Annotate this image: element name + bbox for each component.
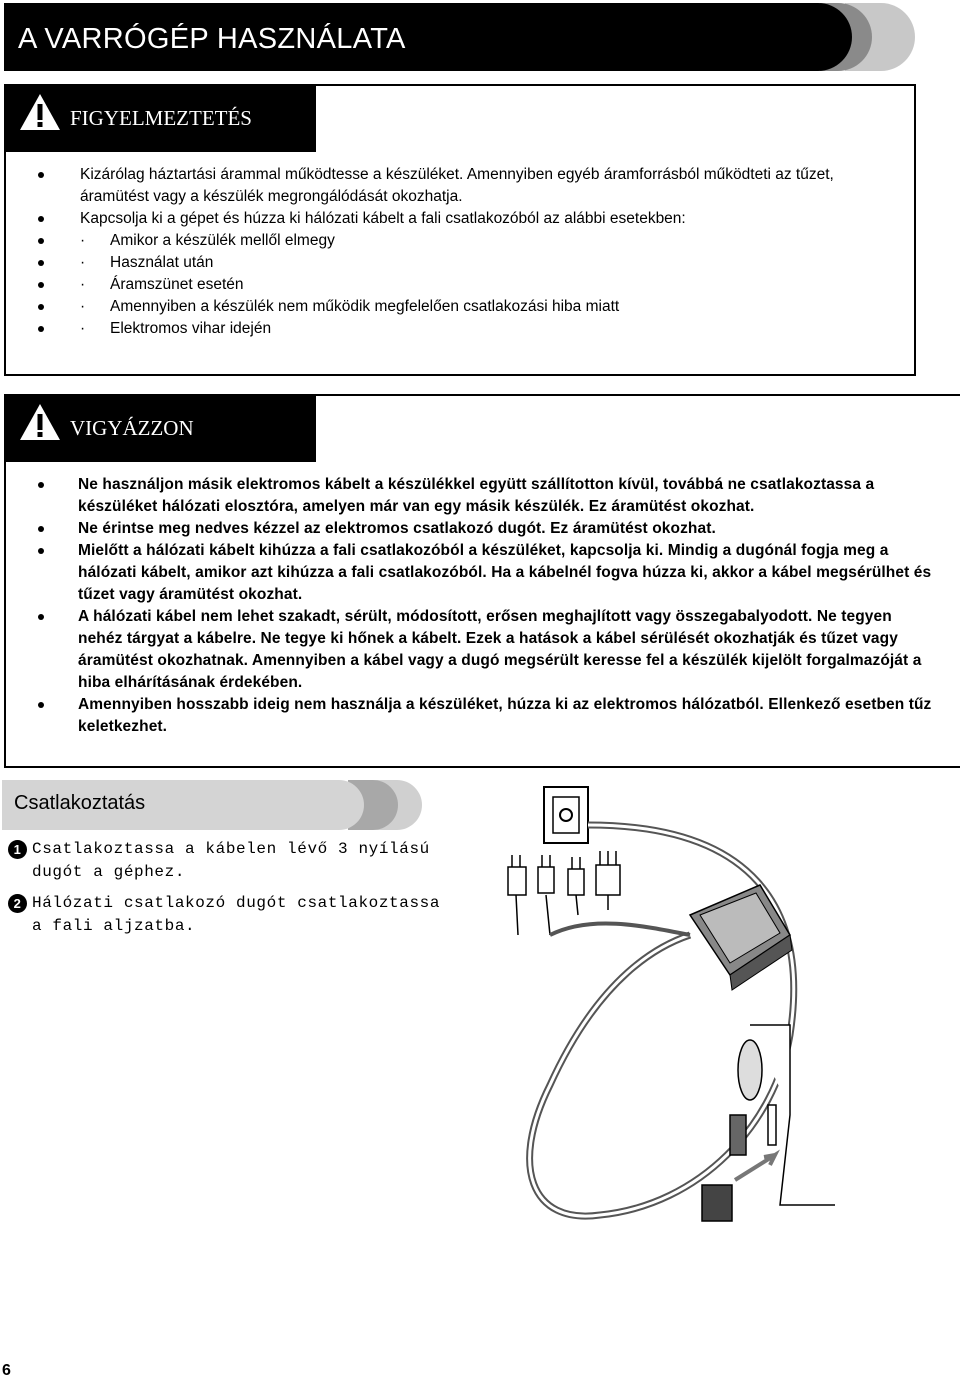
connection-illustration <box>490 785 835 1245</box>
warning-item: · Amennyiben a készülék nem működik megfelelően csatlakozási hiba miatt <box>36 296 906 318</box>
warning-item: · Használat után <box>36 252 906 274</box>
caution-box <box>4 394 960 768</box>
warning-item: Kapcsolja ki a gépet és húzza ki hálózati kábelt a fali csatlakozóból az alábbi esetekben: <box>36 208 906 230</box>
step-item <box>8 892 448 938</box>
step-item <box>8 838 448 884</box>
caution-item: A hálózati kábel nem lehet szakadt, sérült, módosított, erősen meghajlított vagy összegabalyodott. Ne tegyen nehéz tárgyat a kábelre. Ne tegye ki hőnek a kábelt. Ezek a hatások a kábel sérülését okozhatják és tűzet vagy áramütést okozhatnak. Amennyiben a kábel vagy a dugó megsérült keresse fel a készülék kijelölt forgalmazóját a hiba elhárításának érdekében. <box>36 606 936 694</box>
caution-item: Amennyiben hosszabb ideig nem használja a készüléket, húzza ki az elektromos hálózatból. Ellenkező esetben tűz keletkezhet. <box>36 694 936 738</box>
caution-item: Mielőtt a hálózati kábelt kihúzza a fali csatlakozóból a készüléket, kapcsolja ki. Mindig a dugónál fogja meg a hálózati kábelt, amikor azt kihúzza a fali csatlakozóból. Ha a kábelnél fogva húzza ki, akkor a kábel megsérülhet és tűzet vagy áramütést okozhat. <box>36 540 936 606</box>
warning-item: · Elektromos vihar idején <box>36 318 906 340</box>
section-title: Csatlakoztatás <box>14 792 146 814</box>
caution-list <box>36 474 936 738</box>
warning-list <box>36 164 906 340</box>
section-heading <box>0 780 430 832</box>
caution-item: Ne használjon másik elektromos kábelt a készülékkel együtt szállítotton kívül, továbbá ne csatlakoztassa a készüléket hálózati elosztóra, amelyen már van egy másik készülék. Ez áramütést okozhat. <box>36 474 936 518</box>
warning-item: · Áramszünet esetén <box>36 274 906 296</box>
warning-box <box>4 84 916 376</box>
warning-item: · Amikor a készülék mellől elmegy <box>36 230 906 252</box>
banner-bar <box>4 3 852 71</box>
arrow-icon <box>735 1155 775 1180</box>
warning-triangle-icon <box>18 402 62 442</box>
wall-socket-icon <box>544 787 588 843</box>
foot-pedal-icon <box>690 885 792 990</box>
page-number: 6 <box>2 1362 11 1379</box>
warning-triangle-icon <box>18 92 62 132</box>
step-text: Csatlakoztassa a kábelen lévő 3 nyílású dugót a géphez. <box>32 840 430 881</box>
connection-steps <box>8 838 448 946</box>
warning-header <box>4 84 316 152</box>
step-text: Hálózati csatlakozó dugót csatlakoztassa a fali aljzatba. <box>32 894 441 935</box>
warning-item: Kizárólag háztartási árammal működtesse a készüléket. Amennyiben egyéb áramforrásból működteti az tűzet, áramütést vagy a készülék megrongálódását okozhatja. <box>36 164 906 208</box>
caution-header-label: VIGYÁZZON <box>70 416 194 440</box>
step-number-badge: 1 <box>8 840 27 859</box>
sewing-machine-side-icon <box>702 1025 835 1221</box>
heading-pill <box>2 780 364 830</box>
step-number-badge: 2 <box>8 894 27 913</box>
caution-item: Ne érintse meg nedves kézzel az elektromos csatlakozó dugót. Ez áramütést okozhat. <box>36 518 936 540</box>
title-banner <box>0 0 960 80</box>
page-title: A VARRÓGÉP HASZNÁLATA <box>18 23 406 55</box>
warning-header-label: FIGYELMEZTETÉS <box>70 106 252 130</box>
caution-header <box>4 394 316 462</box>
